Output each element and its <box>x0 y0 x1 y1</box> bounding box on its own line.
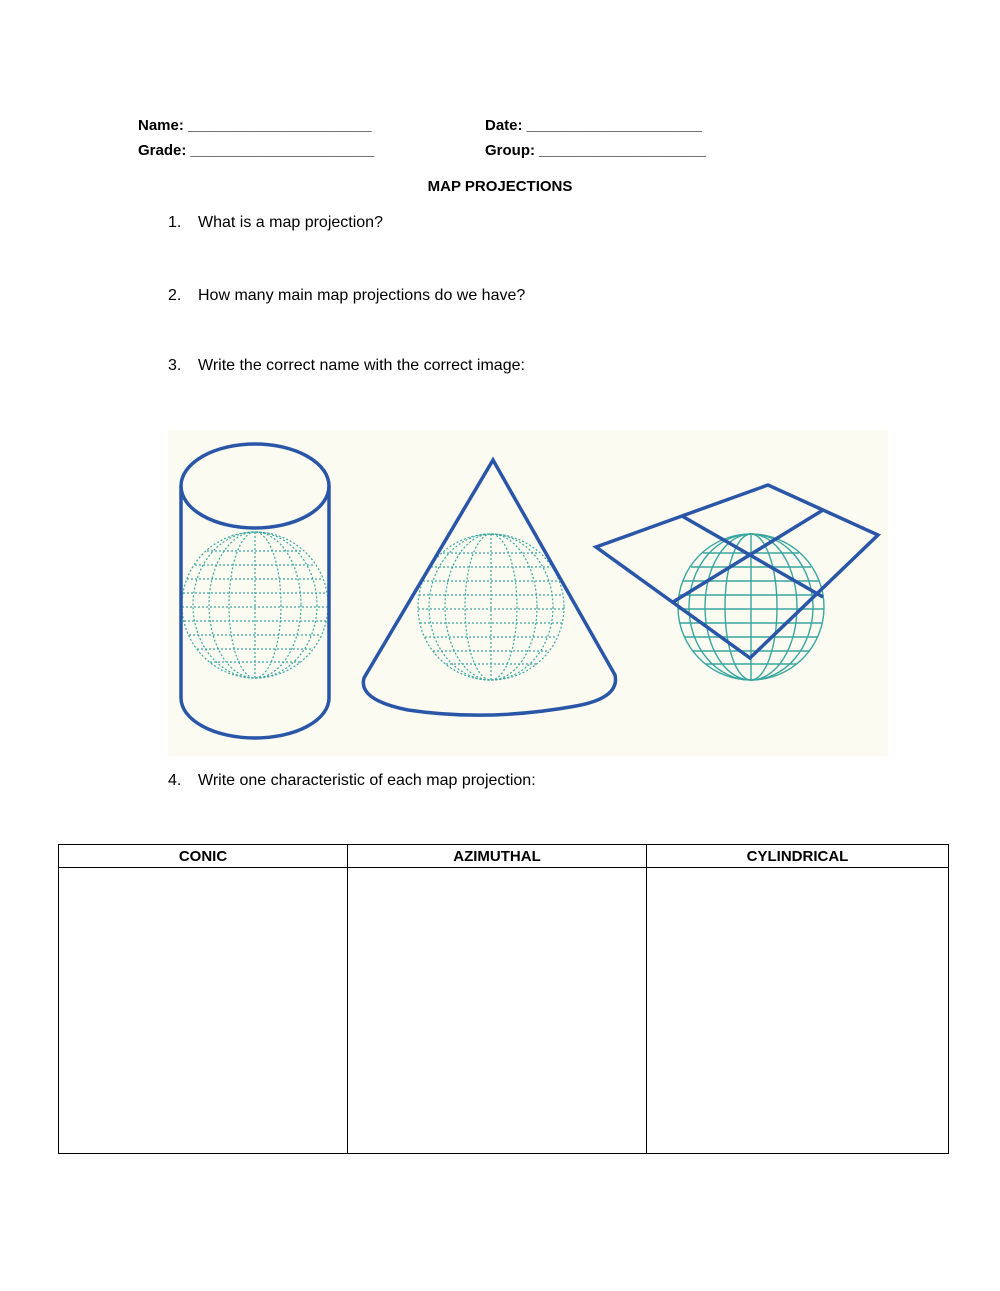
characteristics-table <box>58 844 949 1154</box>
table-header-row <box>59 845 949 868</box>
question-text: What is a map projection? <box>198 214 383 231</box>
header-cylindrical: CYLINDRICAL <box>647 845 949 868</box>
name-field[interactable]: Name: ______________________ <box>138 117 372 134</box>
question-number: 3. <box>168 357 182 374</box>
question-number: 1. <box>168 214 182 231</box>
question-text: How many main map projections do we have? <box>198 287 526 304</box>
question-3 <box>168 357 525 375</box>
cylindrical-answer-cell[interactable] <box>647 868 949 1154</box>
table-row <box>59 868 949 1154</box>
group-field[interactable]: Group: ____________________ <box>485 142 707 159</box>
header-conic: CONIC <box>59 845 348 868</box>
azimuthal-answer-cell[interactable] <box>348 868 647 1154</box>
conic-answer-cell[interactable] <box>59 868 348 1154</box>
question-text: Write the correct name with the correct image: <box>198 357 525 374</box>
question-1 <box>168 214 383 232</box>
date-field[interactable]: Date: _____________________ <box>485 117 702 134</box>
question-2 <box>168 287 525 305</box>
question-text: Write one characteristic of each map projection: <box>198 772 536 789</box>
header-azimuthal: AZIMUTHAL <box>348 845 647 868</box>
projection-illustration <box>168 430 888 756</box>
question-4 <box>168 772 536 790</box>
question-number: 4. <box>168 772 182 789</box>
page-title: MAP PROJECTIONS <box>427 178 573 195</box>
grade-field[interactable]: Grade: ______________________ <box>138 142 375 159</box>
question-number: 2. <box>168 287 182 304</box>
